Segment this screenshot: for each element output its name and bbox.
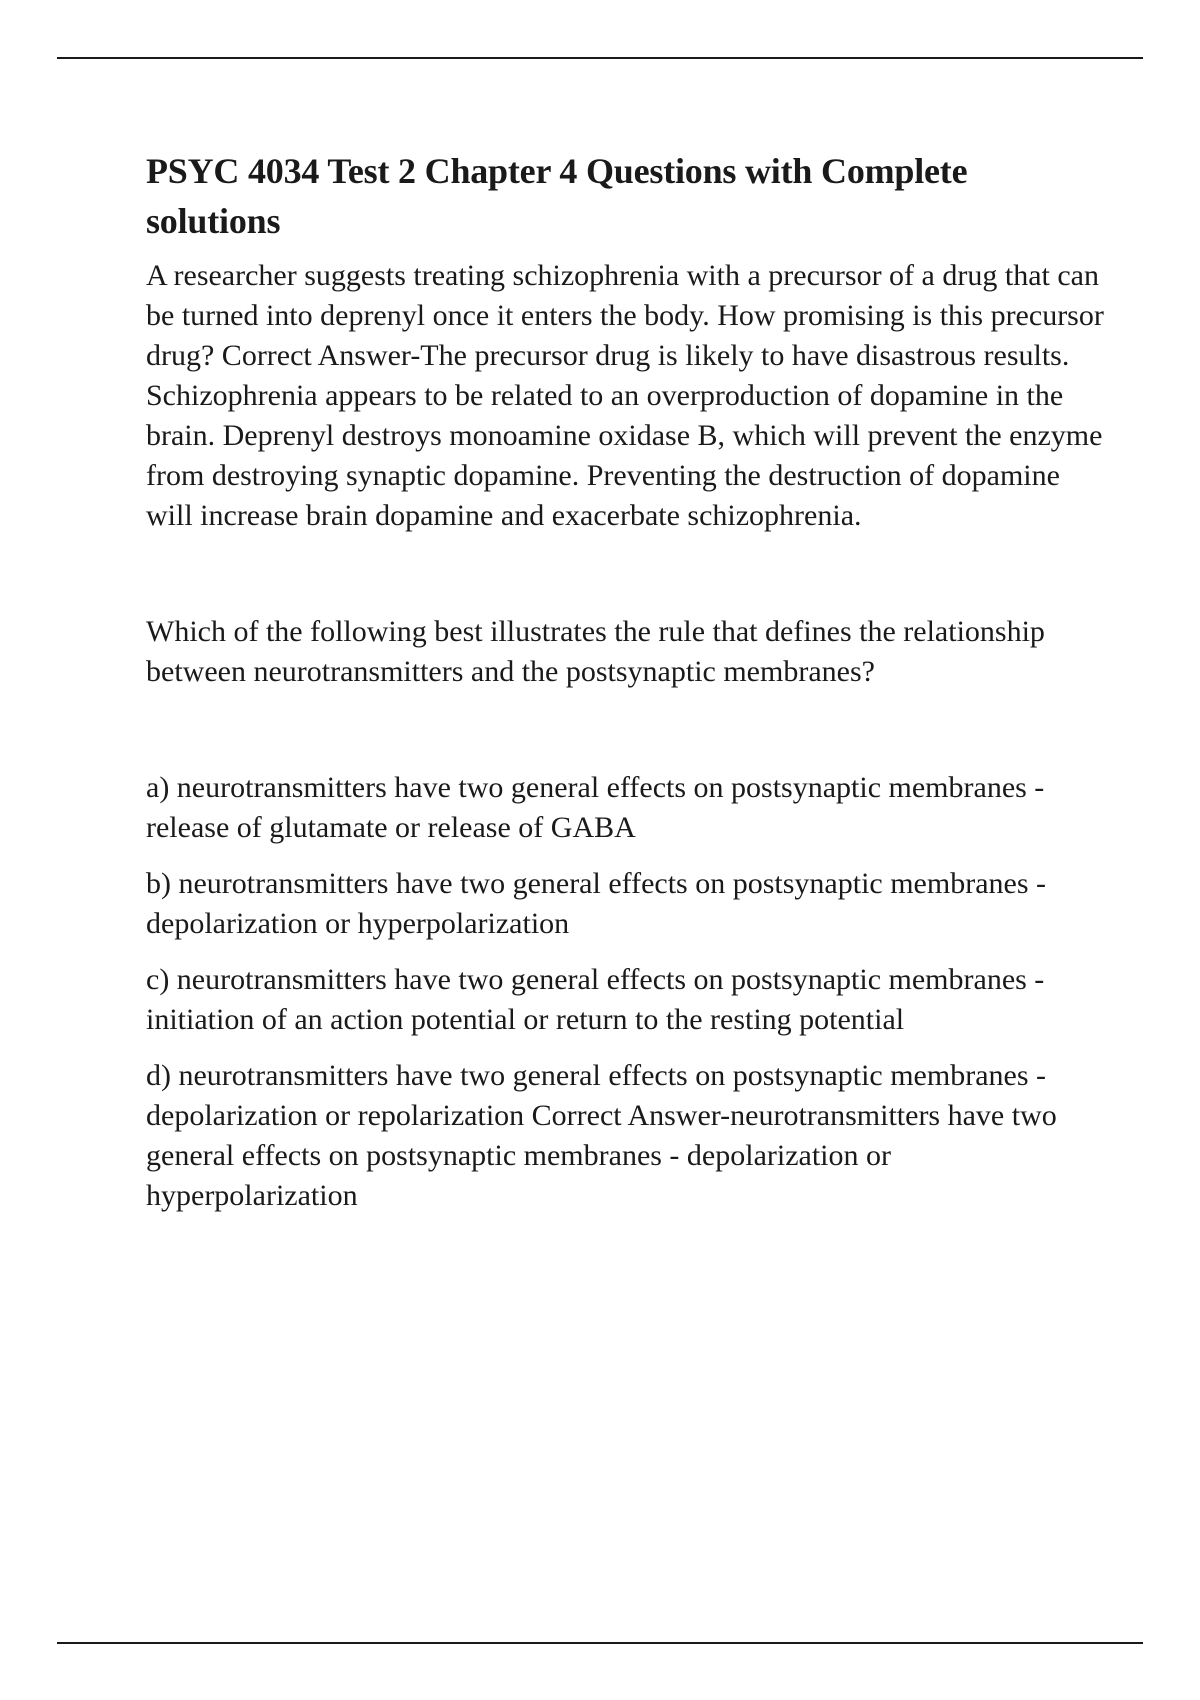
option-b: b) neurotransmitters have two general effects on postsynaptic membranes - depolarization or hyperpolarization [146,867,1046,940]
document-title: PSYC 4034 Test 2 Chapter 4 Questions with Complete solutions [146,151,968,241]
question-2-text: Which of the following best illustrates the rule that defines the relationship between neurotransmitters and the postsynaptic membranes? [146,615,1045,688]
document-body [146,146,1106,1232]
option-c: c) neurotransmitters have two general effects on postsynaptic membranes - initiation of an action potential or return to the resting potential [146,963,1045,1036]
top-divider [57,57,1143,59]
option-d: d) neurotransmitters have two general effects on postsynaptic membranes - depolarization or repolarization Correct Answer-neurotransmitters have two general effects on postsynaptic membranes - depolarization or hyperpolarization [146,1059,1057,1212]
option-a: a) neurotransmitters have two general effects on postsynaptic membranes - release of glutamate or release of GABA [146,771,1045,844]
question-2-options [146,768,1106,1216]
question-1-text: A researcher suggests treating schizophrenia with a precursor of a drug that can be turned into deprenyl once it enters the body. How promising is this precursor drug? Correct Answer-The precursor drug is likely to have disastrous results. Schizophrenia appears to be related to an overproduction of dopamine in the brain. Deprenyl destroys monoamine oxidase B, which will prevent the enzyme from destroying synaptic dopamine. Preventing the destruction of dopamine will increase brain dopamine and exacerbate schizophrenia. [146,259,1104,532]
bottom-divider [57,1642,1143,1644]
